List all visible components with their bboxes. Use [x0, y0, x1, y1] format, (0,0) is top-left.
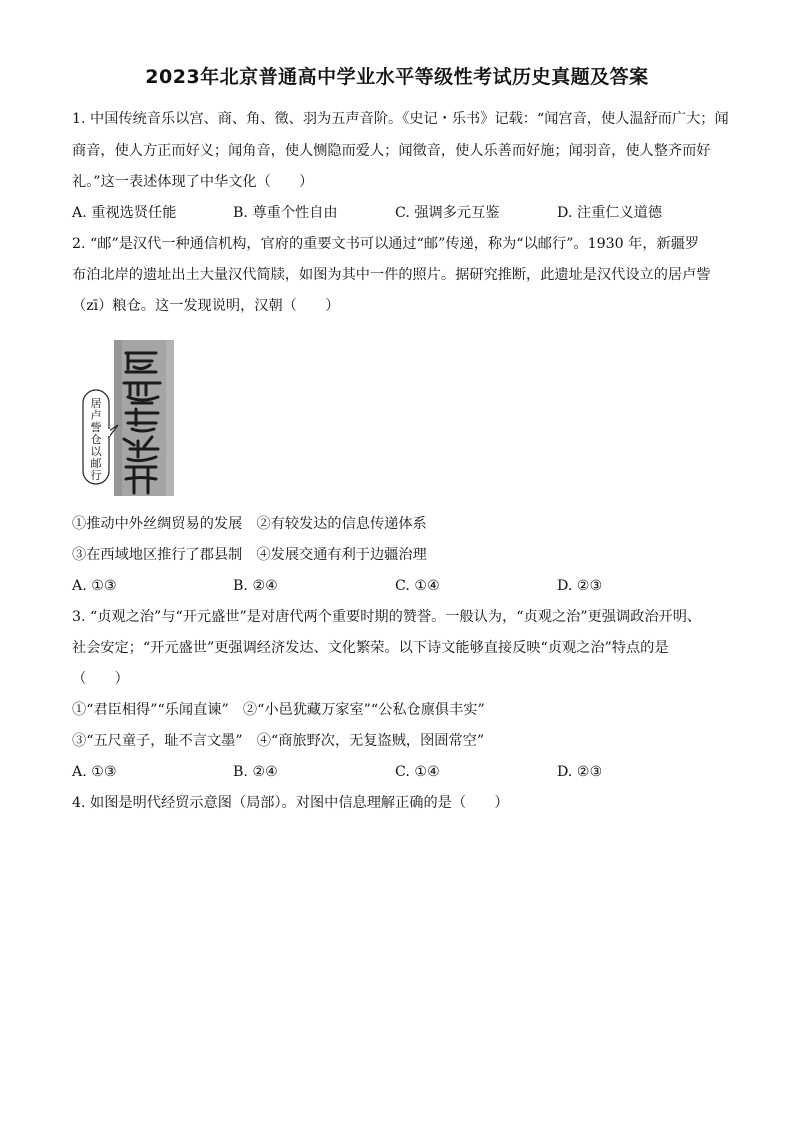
slip-caption-char: 仓: [90, 433, 102, 446]
slip-caption-char: 訾: [90, 421, 102, 434]
q1-option-d: D. 注重仁义道德: [557, 205, 663, 221]
q3-line-2: 社会安定；“开元盛世”更强调经济发达、文化繁荣。以下诗文能够直接反映“贞观之治”特点的是: [72, 640, 669, 656]
q2-option-b: B. ②④: [233, 578, 278, 594]
q3-option-d: D. ②③: [557, 764, 603, 780]
q2-statements-2: ③在西域地区推行了郡县制 ④发展交通有利于边疆治理: [72, 547, 427, 563]
q2-option-a: A. ①③: [72, 578, 117, 594]
q3-line-1: 3. “贞观之治”与“开元盛世”是对唐代两个重要时期的赞誉。一般认为，“贞观之治”更强调政治开明、: [72, 609, 702, 625]
q3-option-c: C. ①④: [395, 764, 440, 780]
q1-option-a: A. 重视选贤任能: [72, 205, 177, 221]
q1-line-2: 商音，使人方正而好义；闻角音，使人恻隐而爱人；闻徵音，使人乐善而好施；闻羽音，使人整齐而好: [72, 143, 711, 159]
q3-option-b: B. ②④: [233, 764, 278, 780]
page-title: 2023年北京普通高中学业水平等级性考试历史真题及答案: [145, 66, 649, 88]
slip-caption-text: [91, 397, 103, 482]
bamboo-slip-figure: [78, 337, 193, 499]
q1-line-1: 1. 中国传统音乐以宫、商、角、徵、羽为五声音阶。《史记・乐书》记载：“闻宫音，使人温舒而广大；闻: [72, 111, 729, 127]
q3-option-a: A. ①③: [72, 764, 117, 780]
slip-caption-char: 邮: [90, 457, 102, 470]
q2-option-c: C. ①④: [395, 578, 440, 594]
q2-line-2: 布泊北岸的遗址出土大量汉代简牍，如图为其中一件的照片。据研究推断，此遗址是汉代设立的居卢訾: [72, 267, 711, 283]
slip-caption-char: 居: [90, 397, 102, 410]
slip-caption-char: 卢: [90, 409, 102, 422]
q2-statements-1: ①推动中外丝绸贸易的发展 ②有较发达的信息传递体系: [72, 516, 427, 532]
slip-caption-char: 以: [90, 445, 102, 458]
q3-statements-2: ③“五尺童子，耻不言文墨” ④“商旅野次，无复盗贼，囹圄常空”: [72, 733, 485, 749]
q3-line-3: （ ）: [72, 671, 129, 687]
q3-statements-1: ①“君臣相得”“乐闻直谏” ②“小邑犹藏万家室”“公私仓廪俱丰实”: [72, 702, 485, 718]
slip-caption-char: 行: [90, 469, 102, 482]
q1-line-3: 礼。”这一表述体现了中华文化（ ）: [72, 174, 314, 190]
q2-line-3: （zī）粮仓。这一发现说明，汉朝（ ）: [72, 298, 340, 314]
q1-option-c: C. 强调多元互鉴: [395, 205, 500, 221]
bamboo-slip-image: [78, 337, 193, 499]
q4-line-1: 4. 如图是明代经贸示意图（局部）。对图中信息理解正确的是（ ）: [72, 795, 509, 811]
q2-line-1: 2. “邮”是汉代一种通信机构，官府的重要文书可以通过“邮”传递，称为“以邮行”。1930 年，新疆罗: [72, 236, 700, 252]
q2-option-d: D. ②③: [557, 578, 603, 594]
q1-option-b: B. 尊重个性自由: [233, 205, 338, 221]
